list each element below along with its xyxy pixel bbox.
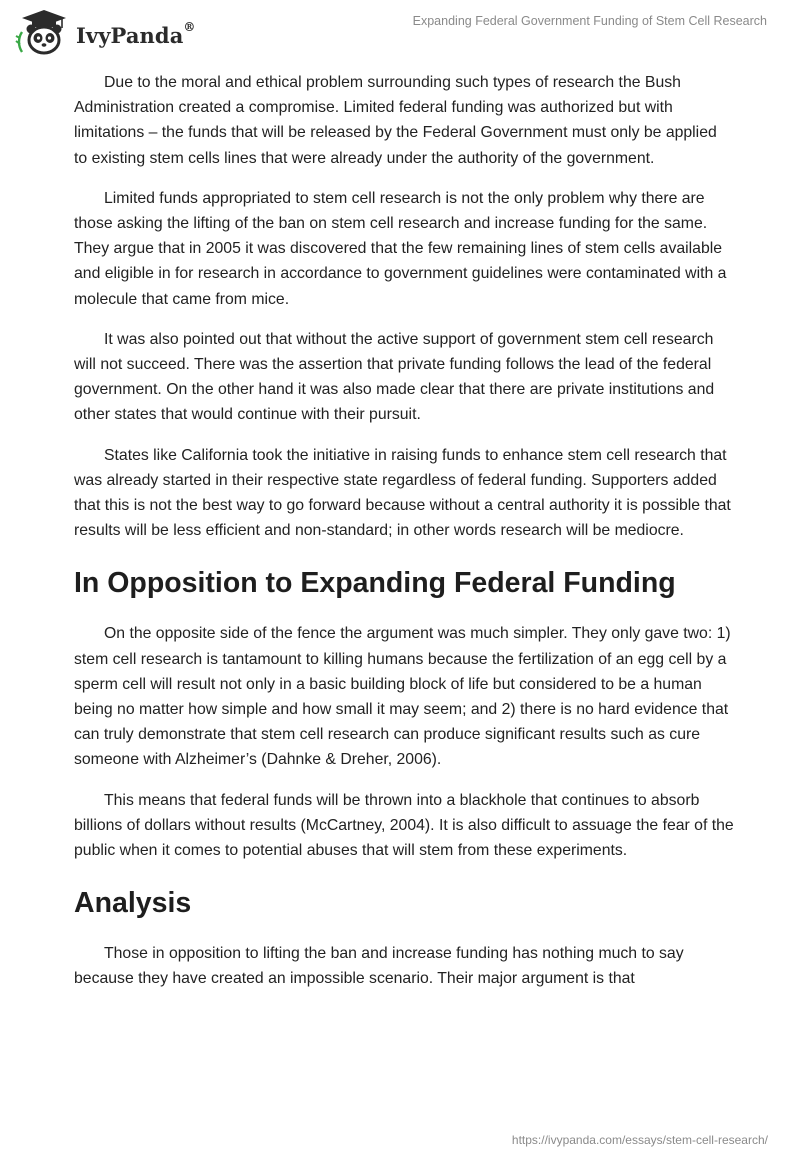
paragraph: Due to the moral and ethical problem surrounding such types of research the Bush Administration created a compromise. Limited federal funding was authorized but with limitations – the funds that will be released by the Federal Government must only be applied to existing stem cells lines that were already under the authority of the government.: [74, 74, 717, 167]
paragraph: This means that federal funds will be thrown into a blackhole that continues to absorb billions of dollars without results (McCartney, 2004). It is also difficult to assuage the fear of the public when it comes to potential abuses that will stem from these experiments.: [74, 791, 734, 860]
brand-name: IvyPanda®: [76, 19, 196, 48]
running-title: Expanding Federal Government Funding of Stem Cell Research: [412, 14, 767, 28]
page-header: [0, 0, 800, 60]
paragraph: It was also pointed out that without the active support of government stem cell research will not succeed. There was the assertion that private funding follows the lead of the federal government. On the other hand it was also made clear that there are private institutions and other states that would continue with their pursuit.: [74, 330, 715, 424]
brand-logo[interactable]: [14, 8, 196, 58]
essay-content: [74, 70, 734, 1007]
paragraph: Those in opposition to lifting the ban and increase funding has nothing much to say because they have created an impossible scenario. Their major argument is that: [74, 945, 684, 988]
paragraph: On the opposite side of the fence the argument was much simpler. They only gave two: 1) stem cell research is tantamount to killing humans because the fertilization of an egg cell by a sperm cell will result not only in a basic building block of life but considered to be a human being no matter how simple and how small it may seem; and 2) there is no hard evidence that can truly demonstrate that stem cell research can produce significant results such as cure someone with Alzheimer’s (Dahnke & Dreher, 2006).: [74, 625, 731, 769]
section-heading-analysis: Analysis: [74, 887, 192, 920]
panda-graduate-icon: [14, 8, 74, 58]
paragraph: States like California took the initiative in raising funds to enhance stem cell research that was already started in their respective state regardless of federal funding. Supporters added that this is not the best way to go forward because without a central authority it is possible that results will be less efficient and non-standard; in other words research will be mediocre.: [74, 446, 731, 540]
paragraph: Limited funds appropriated to stem cell research is not the only problem why there are those asking the lifting of the ban on stem cell research and increase funding for the same. They argue that in 2005 it was discovered that the few remaining lines of stem cells available and eligible in for research in accordance to government guidelines were contaminated with a molecule that came from mice.: [74, 189, 727, 308]
source-url-link[interactable]: https://ivypanda.com/essays/stem-cell-research/: [511, 1133, 768, 1147]
section-heading-opposition: In Opposition to Expanding Federal Funding: [74, 567, 676, 600]
